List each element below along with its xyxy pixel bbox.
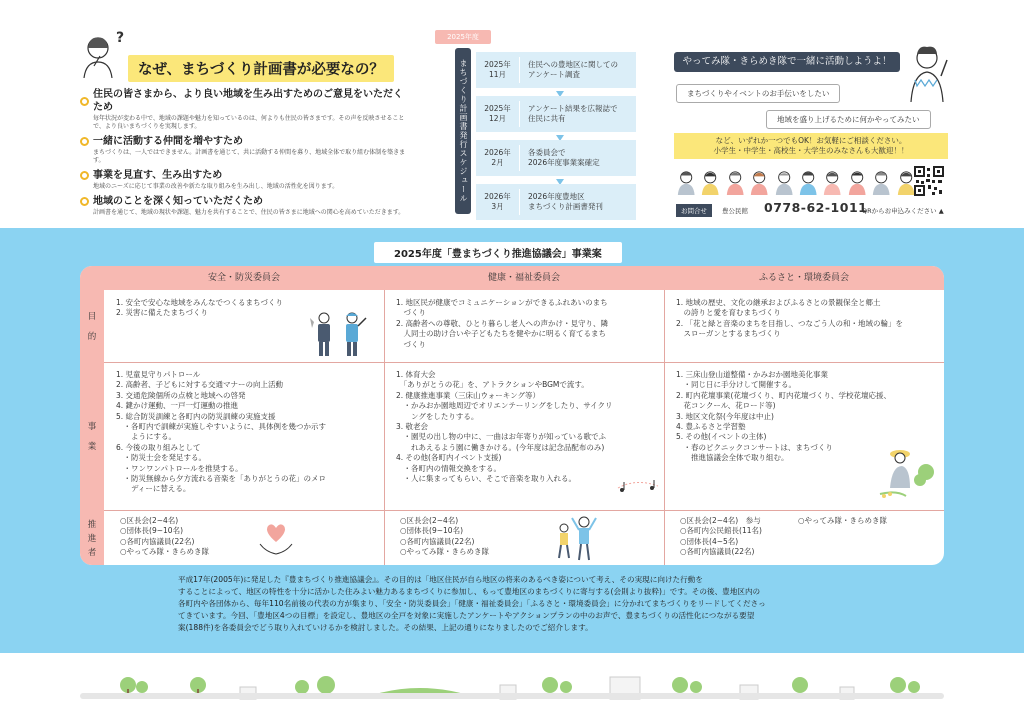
summary-line: 平成17年(2005年)に発足した『豊まちづくり推進協議会』。その目的は「地区住民が自ら地区の将来のあるべき姿について考え、その実現に向けた行動を <box>178 575 703 584</box>
question-mark: ? <box>116 30 125 46</box>
schedule-month: 11月 <box>488 70 507 79</box>
project-line: ・各町内で訓練が実施しやすいように、具体例を幾つか示す <box>116 422 326 432</box>
projects-cell <box>396 370 660 484</box>
welcome-note <box>674 133 948 159</box>
reason-item <box>80 88 410 131</box>
person-icon <box>700 168 720 196</box>
schedule-item <box>476 96 636 132</box>
person-icon <box>774 168 794 196</box>
promoter-line: ○団体長(4~5名) <box>680 536 739 546</box>
person-icon <box>871 168 891 196</box>
schedule-year: 2025年 <box>484 60 511 69</box>
reason-desc: 毎年状況が変わる中で、地域の課題や魅力を知っているのは、何よりも住民の皆さまです。その声を反映させることで、より良いまちづくりを実現します。 <box>93 115 405 130</box>
welcome-note-line: など、いずれか一つでもOK！お気軽にご相談ください。 <box>715 136 907 145</box>
project-line: ・各町内の情報交換をする。 <box>396 463 501 473</box>
promoter-line: ○やってみ隊・きらめき隊 <box>400 547 490 557</box>
contact-phone[interactable]: 0778-62-1011 <box>764 200 868 215</box>
summary-line: てきています。今回、「豊地区4つの目標」を設定し、豊地区の全戸を対象に実施したアンケートやアクションプランの中のお声で、豊まちづくりの活性化につながる要望 <box>178 611 755 620</box>
wish-bubble: まちづくりやイベントのお手伝いをしたい <box>676 84 840 103</box>
reason-title: 住民の皆さまから、より良い地域を生み出すためのご意見をいただくため <box>93 89 403 113</box>
exercise-people-illustration <box>550 514 600 562</box>
welcome-note-line: 小学生・中学生・高校生・大学生のみなさんも大歓迎！！ <box>713 146 909 155</box>
wish-bubble: 地域を盛り上げるために何かやってみたい <box>766 110 931 129</box>
schedule-text: 住民に共有 <box>528 114 566 123</box>
schedule-text: まちづくり計画書発刊 <box>528 202 603 211</box>
gardener-illustration <box>876 444 936 504</box>
promoter-line: ○各町内公民館長(11名) <box>680 526 762 536</box>
reasons-list <box>80 88 410 221</box>
row-header-char: 目 <box>87 312 97 322</box>
project-line: 2. 高齢者、子どもに対する交通マナーの向上活動 <box>116 380 284 390</box>
project-line: ・かみおか園地周辺でオリエンテーリングをしたり、サイクリ <box>396 401 613 411</box>
summary-line: 案(188件)を各委員会でどう取り入れていけるかを検討しました。その結果、上記の通りになりましたのでご紹介します。 <box>178 623 593 632</box>
purpose-line: 1. 安全で安心な地域をみんなでつくるまちづくり <box>116 298 283 307</box>
project-line: ・人に集まってもらい、そこで音楽を取り入れる。 <box>396 474 576 484</box>
reason-desc: まちづくりは、一人ではできません。計画書を通じて、共に活動する仲間を募り、地域全体で取り組む体制を築きます。 <box>93 149 406 164</box>
purpose-line: 2. 災害に備えたまちづくり <box>116 308 208 318</box>
row-header-projects <box>80 362 104 510</box>
project-line: 「ありがとうの花」を、アトラクションやBGMで流す。 <box>396 380 589 390</box>
promoter-extra: ○やってみ隊・きらめき隊 <box>798 516 888 525</box>
project-line: ・園児の出し物の中に、一曲はお年寄りが知っている歌でふ <box>396 432 606 442</box>
project-line: 2. 町内花壇事業(花壇づくり、町内花壇づくり、学校花壇応援、 <box>676 390 891 400</box>
reason-title: 一緒に活動する仲間を増やすため <box>93 136 243 147</box>
person-icon <box>676 168 696 196</box>
projects-cell <box>116 370 380 495</box>
column-divider <box>384 290 385 565</box>
purpose-line: 2. 「花と緑と音楽のまちを目指し、つなごう人の和・地域の輪」を <box>676 318 904 328</box>
qr-code-icon[interactable] <box>914 166 944 196</box>
project-line: 推進協議会全体で取り組む。 <box>676 453 789 463</box>
project-line: 1. 体育大会 <box>396 370 436 379</box>
footer-landscape <box>0 653 1024 724</box>
bullet-icon <box>80 197 89 206</box>
purpose-line: スローガンとするまちづくり <box>676 329 781 339</box>
row-header-char: 事 <box>87 422 97 432</box>
summary-line: 各町内や各団体から、毎年110名前後の代表の方が集まり、「安全・防災委員会」「健康・福祉委員会」「ふるさと・環境委員会」に分かれてまちづくりをリードしてくださっ <box>178 599 766 608</box>
column-header: 安全・防災委員会 <box>104 266 384 290</box>
project-line: 5. 総合防災訓練と各町内の防災訓練の実施支援 <box>116 411 276 421</box>
project-line: 1. 児童見守りパトロール <box>116 370 201 379</box>
project-line: ・防災士会を発足する。 <box>116 453 206 463</box>
reason-item <box>80 135 410 165</box>
person-icon <box>725 168 745 196</box>
row-header-char: 業 <box>87 442 97 452</box>
project-line: 花コンクール、花ロード等) <box>676 401 776 411</box>
question-title: なぜ、まちづくり計画書が必要なの？ <box>128 55 394 82</box>
purpose-line: 1. 地区民が健康でコミュニケーションができるふれあいのまち <box>396 298 608 307</box>
bullet-icon <box>80 97 89 106</box>
schedule-text: アンケート調査 <box>528 70 581 79</box>
reason-title: 事業を見直す、生み出すため <box>93 170 223 181</box>
person-icon <box>847 168 867 196</box>
summary-line: することによって、地区の特性を十分に活かした住みよい魅力あるまちづくりに参加し、もって豊地区のまちづくりに寄与する(会則より抜粋)」です。その後、豊地区内の <box>178 587 761 596</box>
top-section <box>0 0 1024 228</box>
row-divider <box>104 362 944 363</box>
row-header-purpose <box>80 290 104 362</box>
schedule-list <box>476 52 636 228</box>
project-line: ・春のピクニックコンサートは、まちづくり <box>676 442 833 452</box>
schedule-year: 2025年 <box>484 104 511 113</box>
person-icon <box>749 168 769 196</box>
heart-hands-icon <box>256 518 296 558</box>
promoter-line: ○団体長(9~10名) <box>400 526 463 536</box>
project-line: 6. 今後の取り組みとして <box>116 442 201 452</box>
reason-title: 地域のことを深く知っていただくため <box>93 196 263 207</box>
ground-line <box>80 693 944 699</box>
schedule-month: 2月 <box>491 158 504 167</box>
promoter-line: ○各町内協議員(22名) <box>400 536 475 546</box>
row-header-char: 推 <box>87 519 97 530</box>
music-notes-icon <box>616 476 660 494</box>
project-line: れあえるよう園に働きかける。(今年度は記念品配布のみ) <box>396 442 605 452</box>
summary-text <box>178 574 878 634</box>
row-header-char: 者 <box>87 547 97 558</box>
join-banner: やってみ隊・きらめき隊で一緒に活動しようよ！ <box>674 52 900 72</box>
reason-item <box>80 195 410 217</box>
project-line: 2. 健康推進事業（三床山ウォーキング等） <box>396 390 541 400</box>
qr-note: QRからお申込みください ▲ <box>862 207 944 215</box>
promoter-line: ○各町内協議員(22名) <box>680 547 755 557</box>
people-faces <box>676 168 916 196</box>
project-line: ・防災無線から夕方流れる音楽を「ありがとうの花」のメロ <box>116 474 326 484</box>
column-header: 健康・福祉委員会 <box>384 266 664 290</box>
purpose-line: 1. 地域の歴史、文化の継承およびふるさとの景観保全と郷土 <box>676 298 881 307</box>
project-line: 3. 敬老会 <box>396 422 429 432</box>
schedule-year-tag: 2025年度 <box>435 30 491 44</box>
purpose-line: 人同士の助け合いや子どもたちを健やかに明るく育てるまち <box>396 329 606 339</box>
project-line: 5. その他(イベントの主体) <box>676 432 767 442</box>
promoter-line: ○区長会(2~4名) 参与 <box>680 516 761 525</box>
schedule-item <box>476 52 636 88</box>
row-divider <box>104 510 944 511</box>
project-line: 4. 鍵かけ運動、一戸一灯運動の推進 <box>116 401 239 411</box>
project-line: 1. 三床山登山道整備・かみおか園地美化事業 <box>676 370 829 379</box>
bullet-icon <box>80 137 89 146</box>
person-icon <box>798 168 818 196</box>
reason-desc: 地域のニーズに応じて事業の改善や新たな取り組みを生み出し、地域の活性化を図ります。 <box>93 183 339 190</box>
plan-section <box>0 228 1024 653</box>
project-line: 4. その他(各町内イベント支援) <box>396 453 502 463</box>
column-divider <box>664 290 665 565</box>
promoter-line: ○区長会(2~4名) <box>120 516 179 525</box>
promoter-line: ○団体長(9~10名) <box>120 526 183 536</box>
person-icon <box>822 168 842 196</box>
purpose-line: づくり <box>396 339 426 349</box>
schedule-year: 2026年 <box>484 192 511 201</box>
schedule-month: 3月 <box>491 202 504 211</box>
purpose-line: 2. 高齢者への尊敬、ひとり暮らし老人への声かけ・見守り、隣 <box>396 318 609 328</box>
project-line: 3. 交通危険個所の点検と地域への啓発 <box>116 390 246 400</box>
person-icon <box>896 168 916 196</box>
schedule-text: アンケート結果を広報誌で <box>528 104 618 113</box>
promoter-line: ○区長会(2~4名) <box>400 516 459 525</box>
project-line: ・同じ日に手分けして開催する。 <box>676 380 796 390</box>
purpose-cell <box>396 298 658 350</box>
schedule-text: 2026年度事業案確定 <box>528 158 600 167</box>
column-header: ふるさと・環境委員会 <box>664 266 944 290</box>
project-line: ングをしたりする。 <box>396 411 479 421</box>
row-header-promoters <box>80 510 104 565</box>
row-header-char: 的 <box>87 332 97 342</box>
schedule-title: まちづくり計画書発行スケジュール <box>455 48 471 214</box>
schedule-text: 2026年度豊地区 <box>528 192 585 201</box>
project-line: ようにする。 <box>116 432 176 442</box>
purpose-line: づくり <box>396 308 426 318</box>
schedule-year: 2026年 <box>484 148 511 157</box>
promoter-line: ○やってみ隊・きらめき隊 <box>120 547 210 557</box>
project-line: ・ワンワンパトロールを推奨する。 <box>116 463 243 473</box>
schedule-text: 住民への豊地区に関しての <box>528 60 618 69</box>
plan-table <box>80 266 944 565</box>
bullet-icon <box>80 171 89 180</box>
waving-person-icon <box>905 42 951 102</box>
promoter-line: ○各町内協議員(22名) <box>120 536 195 546</box>
schedule-text: 各委員会で <box>528 148 566 157</box>
project-line: ディーに替える。 <box>116 484 191 494</box>
plan-title: 2025年度「豊まちづくり推進協議会」事業案 <box>374 242 622 263</box>
reason-item <box>80 169 410 191</box>
schedule-item <box>476 184 636 220</box>
purpose-cell <box>676 298 938 340</box>
project-line: 4. 豊ふるさと学習塾 <box>676 422 746 432</box>
contact-tag: お問合せ <box>676 204 712 217</box>
contact-label: 豊公民館 <box>722 207 748 215</box>
thinking-person-icon <box>80 34 116 78</box>
project-line: 3. 地区文化祭(今年度は中止) <box>676 411 774 421</box>
corner-cell <box>80 266 104 290</box>
patrol-workers-illustration <box>308 308 372 358</box>
purpose-line: の誇りと愛を育むまちづくり <box>676 308 781 318</box>
schedule-month: 12月 <box>488 114 507 123</box>
schedule-item <box>476 140 636 176</box>
reason-desc: 計画書を通じて、地域の現状や課題、魅力を共有することで、住民の皆さまに地域への関心を高めていただきます。 <box>93 209 405 216</box>
row-header-char: 進 <box>87 533 97 544</box>
